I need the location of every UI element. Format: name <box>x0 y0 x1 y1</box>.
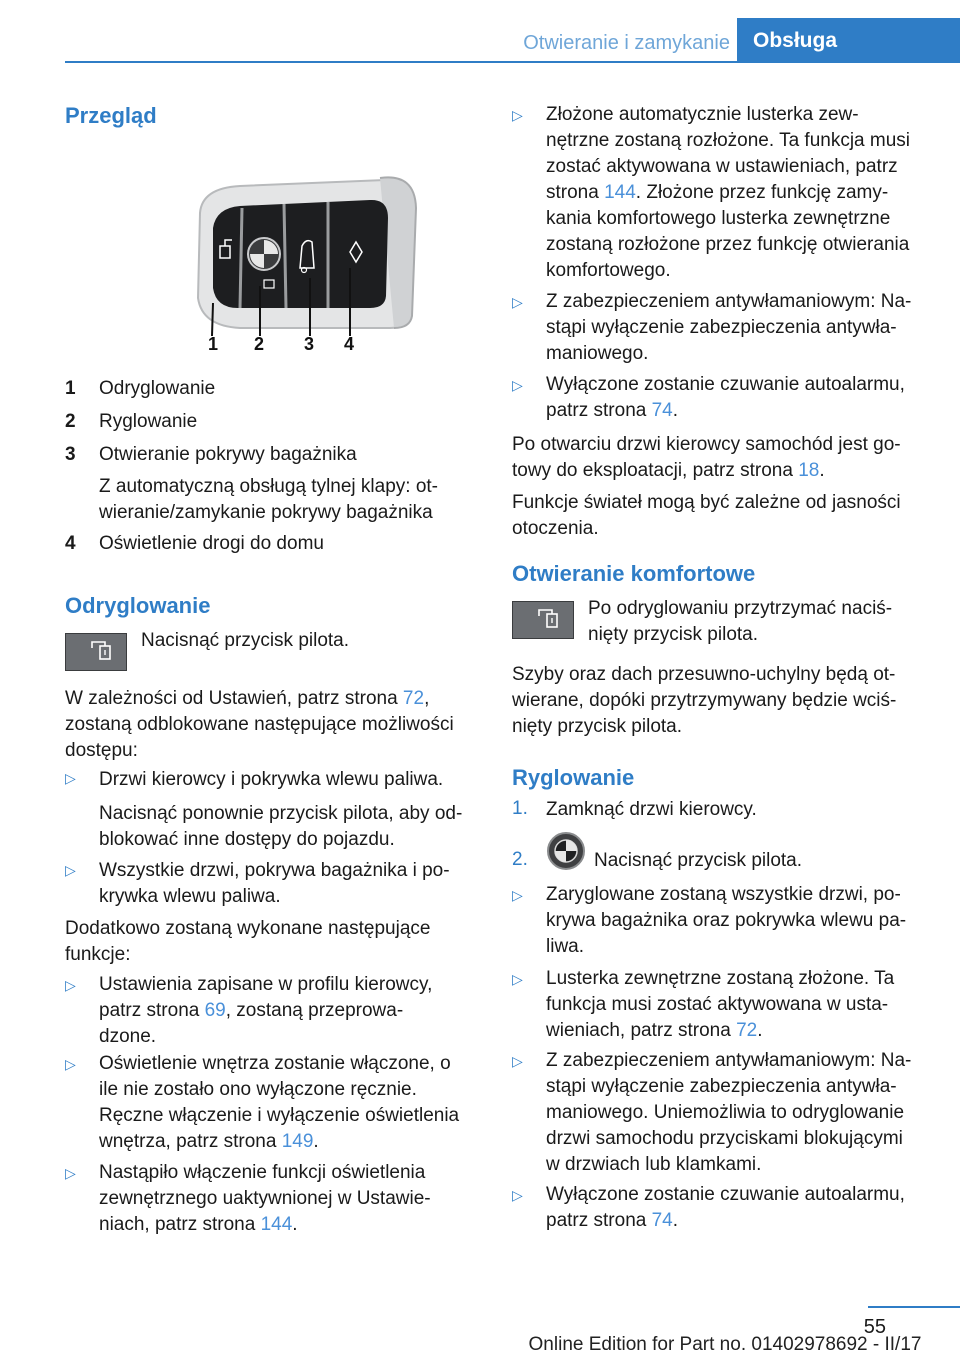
paragraph: Funkcje świateł mogą być zależne od jasności <box>512 492 901 513</box>
key-fob-illustration <box>180 168 430 358</box>
page-link[interactable]: 144 <box>260 1214 293 1235</box>
bullet-text: ile nie zostało ono wyłączone ręcznie. <box>99 1079 417 1100</box>
bullet-triangle-icon: ▷ <box>512 294 523 310</box>
step-text: Nacisnąć przycisk pilota. <box>594 850 803 871</box>
page-link[interactable]: 18 <box>798 460 820 481</box>
callout-3: 3 <box>304 334 315 354</box>
legend-text: Oświetlenie drogi do domu <box>99 533 324 554</box>
bullet-text: Nastąpiło włączenie funkcji oświetlenia <box>99 1162 426 1183</box>
bullet-triangle-icon: ▷ <box>512 887 523 903</box>
page-link[interactable]: 74 <box>651 400 673 421</box>
bullet-triangle-icon: ▷ <box>65 1056 76 1072</box>
bullet-triangle-icon: ▷ <box>65 1165 76 1181</box>
bullet-triangle-icon: ▷ <box>512 107 523 123</box>
bullet-note: Nacisnąć ponownie przycisk pilota, aby od- <box>99 803 463 824</box>
page-link[interactable]: 74 <box>651 1210 673 1231</box>
paragraph: otoczenia. <box>512 518 599 539</box>
bullet-text: krywa bagażnika oraz pokrywka wlewu pa- <box>546 910 907 931</box>
bullet-text: Zaryglowane zostaną wszystkie drzwi, po- <box>546 884 901 905</box>
legend-note: Z automatyczną obsługą tylnej klapy: ot- <box>99 476 439 497</box>
unlock-press-text: Nacisnąć przycisk pilota. <box>141 630 350 651</box>
bullet-text: maniowego. <box>546 343 649 364</box>
step-text: Zamknąć drzwi kierowcy. <box>546 799 757 820</box>
page-link[interactable]: 72 <box>736 1020 758 1041</box>
lock-heading: Ryglowanie <box>512 765 635 790</box>
paragraph: towy do eksploatacji, patrz strona 18. <box>512 460 825 481</box>
bullet-text: nętrzne zostaną rozłożone. Ta funkcja musi <box>546 130 911 151</box>
unlock-paragraph: zostaną odblokowane następujące możliwości <box>65 714 454 735</box>
legend-number: 4 <box>65 533 76 554</box>
bullet-text: wieniach, patrz strona 72. <box>546 1020 763 1041</box>
header-section-title: Otwieranie i zamykanie <box>523 32 730 54</box>
bullet-text: Z zabezpieczeniem antywłamaniowym: Na- <box>546 1050 912 1071</box>
bullet-text: Wyłączone zostanie czuwanie autoalarmu, <box>546 1184 905 1205</box>
bullet-text: patrz strona 74. <box>546 400 679 421</box>
bullet-triangle-icon: ▷ <box>512 1187 523 1203</box>
page-link[interactable]: 144 <box>604 182 636 203</box>
bullet-text: dzone. <box>99 1026 157 1047</box>
legend-number: 1 <box>65 378 76 399</box>
bullet-text: strona 144. Złożone przez funkcję zamy- <box>546 182 889 203</box>
callout-2: 2 <box>254 334 265 354</box>
overview-heading: Przegląd <box>65 103 157 128</box>
bullet-text: stąpi wyłączenie zabezpieczenia antywła- <box>546 317 897 338</box>
bullet-text: kania komfortowego lusterka zewnętrzne <box>546 208 891 229</box>
bullet-triangle-icon: ▷ <box>512 1053 523 1069</box>
bullet-text: wnętrza, patrz strona 149. <box>99 1131 319 1152</box>
bullet-text: krywka wlewu paliwa. <box>99 886 281 907</box>
bullet-text: Ręczne włączenie i wyłączenie oświetlenia <box>99 1105 460 1126</box>
bullet-text: drzwi samochodu przyciskami blokującymi <box>546 1128 903 1149</box>
bullet-text: Ustawienia zapisane w profilu kierowcy, <box>99 974 433 995</box>
bullet-text: zewnętrznego uaktywnionej w Ustawie- <box>99 1188 431 1209</box>
legend-text: Otwieranie pokrywy bagażnika <box>99 444 357 465</box>
bullet-triangle-icon: ▷ <box>65 770 76 786</box>
unlock-paragraph: dostępu: <box>65 740 138 761</box>
bullet-text: Drzwi kierowcy i pokrywka wlewu paliwa. <box>99 769 444 790</box>
bullet-text: Oświetlenie wnętrza zostanie włączone, o <box>99 1053 451 1074</box>
step-number: 2. <box>512 849 528 870</box>
bullet-text: komfortowego. <box>546 260 671 281</box>
bullet-text: liwa. <box>546 936 585 957</box>
comfort-hold-text: Po odryglowaniu przytrzymać naciś- <box>588 598 893 619</box>
bullet-triangle-icon: ▷ <box>512 971 523 987</box>
bullet-text: zostaną rozłożone przez funkcję otwierania <box>546 234 910 255</box>
bullet-triangle-icon: ▷ <box>512 377 523 393</box>
bullet-text: w drzwiach lub klamkami. <box>546 1154 762 1175</box>
paragraph: wierane, dopóki przytrzymywany będzie wciś- <box>512 690 897 711</box>
unlock-paragraph: funkcje: <box>65 944 131 965</box>
legend-text: Odryglowanie <box>99 378 216 399</box>
comfort-heading: Otwieranie komfortowe <box>512 561 756 586</box>
bullet-text: Wyłączone zostanie czuwanie autoalarmu, <box>546 374 905 395</box>
footer-rule <box>868 1306 960 1308</box>
bullet-text: Lusterka zewnętrzne zostaną złożone. Ta <box>546 968 895 989</box>
legend-note: wieranie/zamykanie pokrywy bagażnika <box>99 502 433 523</box>
paragraph: nięty przycisk pilota. <box>512 716 683 737</box>
bullet-text: patrz strona 74. <box>546 1210 679 1231</box>
bullet-triangle-icon: ▷ <box>65 862 76 878</box>
step-number: 1. <box>512 798 528 819</box>
page-link[interactable]: 149 <box>281 1131 314 1152</box>
legend-number: 2 <box>65 411 76 432</box>
unlock-paragraph: W zależności od Ustawień, patrz strona 72, <box>65 688 430 709</box>
bullet-text: Z zabezpieczeniem antywłamaniowym: Na- <box>546 291 912 312</box>
bullet-text: zostać aktywowana w ustawieniach, patrz <box>546 156 898 177</box>
page-link[interactable]: 72 <box>402 688 425 709</box>
bullet-text: Wszystkie drzwi, pokrywa bagażnika i po- <box>99 860 450 881</box>
comfort-hold-text: nięty przycisk pilota. <box>588 624 759 645</box>
brand-roundel-icon <box>248 238 280 270</box>
paragraph: Po otwarciu drzwi kierowcy samochód jest go- <box>512 434 901 455</box>
unlock-button-icon <box>65 633 127 671</box>
page-link[interactable]: 69 <box>204 1000 226 1021</box>
bullet-text: funkcja musi zostać aktywowana w usta- <box>546 994 889 1015</box>
paragraph: Szyby oraz dach przesuwno-uchylny będą ot- <box>512 664 896 685</box>
bullet-text: stąpi wyłączenie zabezpieczenia antywła- <box>546 1076 897 1097</box>
edition-footer: Online Edition for Part no. 01402978692 - II/17 <box>528 1334 922 1355</box>
legend-number: 3 <box>65 444 76 465</box>
callout-1: 1 <box>208 334 219 354</box>
bullet-text: niach, patrz strona 144. <box>99 1214 298 1235</box>
unlock-paragraph: Dodatkowo zostaną wykonane następujące <box>65 918 431 939</box>
unlock-button-icon <box>512 601 574 639</box>
bullet-triangle-icon: ▷ <box>65 977 76 993</box>
bullet-note: blokować inne dostępy do pojazdu. <box>99 829 395 850</box>
callout-4: 4 <box>344 334 355 354</box>
header-chapter-tab: Obsługa <box>737 18 960 62</box>
legend-text: Ryglowanie <box>99 411 198 432</box>
bullet-text: Złożone automatycznie lusterka zew- <box>546 104 859 125</box>
unlock-heading: Odryglowanie <box>65 593 211 618</box>
page-number: 55 <box>863 1316 886 1338</box>
brand-roundel-button-icon <box>546 831 586 871</box>
bullet-text: maniowego. Uniemożliwia to odryglowanie <box>546 1102 905 1123</box>
bullet-text: patrz strona 69, zostaną przeprowa- <box>99 1000 404 1021</box>
